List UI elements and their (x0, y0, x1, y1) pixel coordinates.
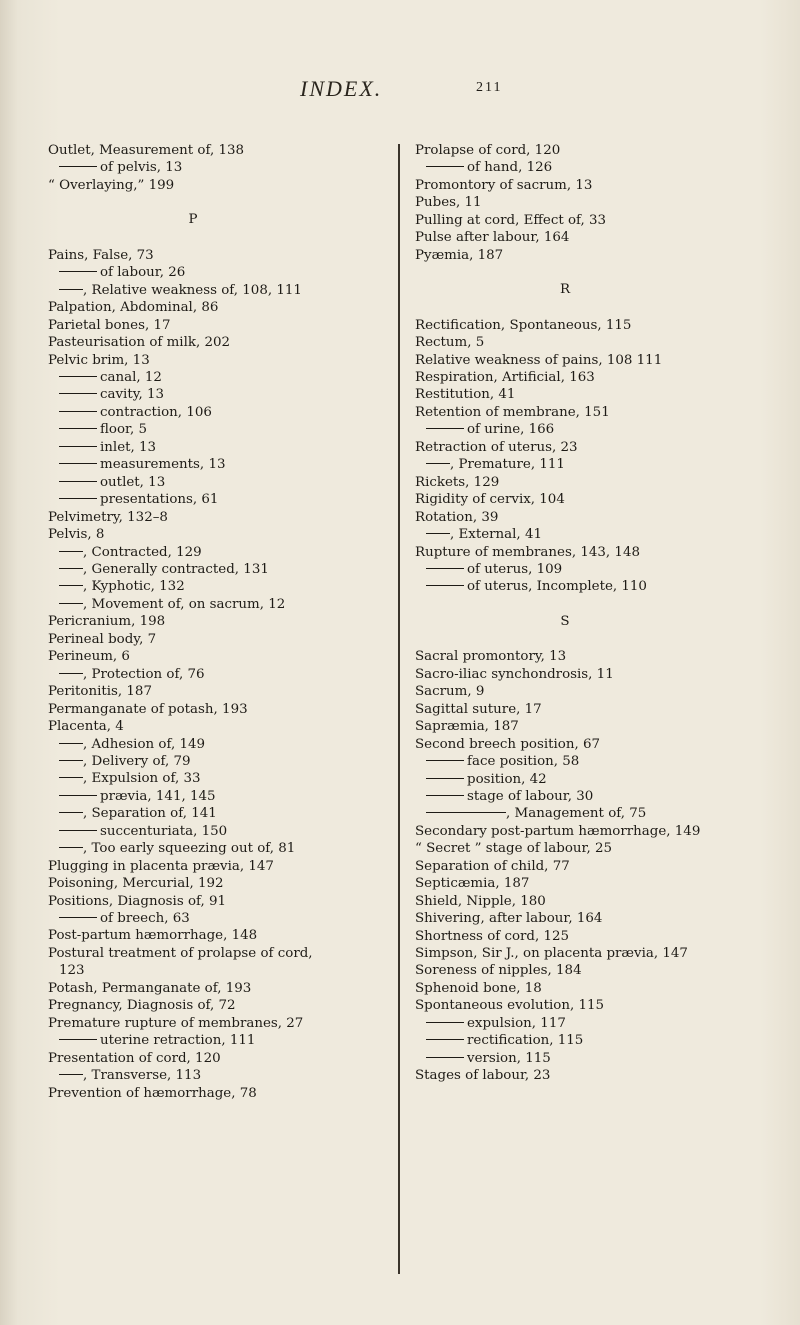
index-subentry (48, 456, 338, 473)
index-subentry (48, 264, 338, 281)
index-entry (48, 875, 338, 892)
index-entry (415, 718, 715, 735)
index-subentry (48, 578, 338, 595)
entry-text: , External, 41 (450, 527, 542, 543)
entry-text: Permanganate of potash, 193 (48, 701, 248, 717)
index-section-letter (415, 281, 715, 298)
ditto-dash (426, 778, 464, 779)
index-subentry (48, 596, 338, 613)
index-entry (48, 945, 338, 980)
ditto-dash (59, 446, 97, 447)
entry-text: Sacrum, 9 (415, 684, 485, 700)
index-entry (48, 247, 338, 264)
page-number: 211 (476, 80, 503, 95)
ditto-dash (426, 568, 464, 569)
entry-text: Prolapse of cord, 120 (415, 143, 561, 158)
ditto-dash (59, 568, 83, 569)
index-subentry (48, 736, 338, 753)
entry-text: Pericranium, 198 (48, 614, 166, 630)
index-entry (48, 334, 338, 351)
index-subentry (48, 840, 338, 857)
entry-text: of pelvis, 13 (100, 160, 183, 176)
entry-text: floor, 5 (100, 422, 148, 438)
ditto-dash (426, 585, 464, 586)
index-entry (48, 352, 338, 369)
entry-text: Pains, False, 73 (48, 247, 154, 263)
index-subentry (48, 282, 338, 299)
entry-text: uterine retraction, 111 (100, 1033, 256, 1049)
entry-text: Pyæmia, 187 (415, 247, 504, 263)
index-subentry (48, 561, 338, 578)
ditto-dash (59, 760, 83, 761)
index-entry (415, 352, 715, 369)
entry-text: Septicæmia, 187 (415, 876, 530, 892)
index-entry (48, 299, 338, 316)
entry-text: Simpson, Sir J., on placenta prævia, 147 (415, 946, 688, 962)
entry-text: , Transverse, 113 (83, 1068, 202, 1084)
ditto-dash (59, 1074, 83, 1075)
entry-text: Rectum, 5 (415, 335, 485, 351)
index-subentry (48, 666, 338, 683)
index-subentry (48, 439, 338, 456)
index-subentry (415, 578, 715, 595)
ditto-dash (59, 1039, 97, 1040)
index-entry (415, 491, 715, 508)
entry-text: Poisoning, Mercurial, 192 (48, 876, 224, 892)
ditto-dash (59, 743, 83, 744)
ditto-dash (59, 917, 97, 918)
index-entry (415, 439, 715, 456)
entry-text: of uterus, 109 (467, 561, 563, 577)
index-entry (48, 648, 338, 665)
entry-text: Pregnancy, Diagnosis of, 72 (48, 998, 236, 1014)
index-entry (415, 910, 715, 927)
entry-text: , Management of, 75 (506, 806, 647, 822)
entry-text: Outlet, Measurement of, 138 (48, 143, 245, 158)
entry-text: contraction, 106 (100, 404, 212, 420)
entry-text: Restitution, 41 (415, 387, 516, 403)
index-subentry (415, 159, 715, 176)
index-entry (415, 858, 715, 875)
index-entry (48, 631, 338, 648)
entry-text: Retention of membrane, 151 (415, 404, 610, 420)
index-column-right (415, 142, 715, 1085)
entry-text: , Movement of, on sacrum, 12 (83, 596, 286, 612)
ditto-dash (426, 812, 506, 813)
index-entry (415, 823, 715, 840)
ditto-dash (426, 795, 464, 796)
ditto-dash (59, 498, 97, 499)
entry-text: Perineal body, 7 (48, 631, 157, 647)
entry-text: Pubes, 11 (415, 195, 482, 211)
index-entry (48, 997, 338, 1014)
entry-text: inlet, 13 (100, 439, 157, 455)
index-entry (48, 317, 338, 334)
entry-text: Shortness of cord, 125 (415, 928, 570, 944)
ditto-dash (426, 533, 450, 534)
index-subentry (415, 788, 715, 805)
index-entry (415, 544, 715, 561)
entry-text: Positions, Diagnosis of, 91 (48, 893, 227, 909)
index-entry (415, 474, 715, 491)
ditto-dash (59, 289, 83, 290)
entry-text: Plugging in placenta prævia, 147 (48, 858, 274, 874)
ditto-dash (426, 166, 464, 167)
entry-text: Pulling at cord, Effect of, 33 (415, 212, 607, 228)
entry-text: , Expulsion of, 33 (83, 771, 201, 787)
entry-text: , Separation of, 141 (83, 806, 217, 822)
ditto-dash (59, 376, 97, 377)
entry-text: Second breech position, 67 (415, 736, 601, 752)
entry-text: face position, 58 (467, 754, 580, 770)
entry-text: Shield, Nipple, 180 (415, 893, 546, 909)
index-entry (415, 962, 715, 979)
index-section-letter (415, 613, 715, 630)
entry-text: , Generally contracted, 131 (83, 561, 269, 577)
index-entry (415, 980, 715, 997)
entry-text: Rickets, 129 (415, 474, 500, 490)
entry-text: Premature rupture of membranes, 27 (48, 1015, 304, 1031)
index-entry (48, 509, 338, 526)
ditto-dash (426, 760, 464, 761)
entry-text: outlet, 13 (100, 474, 166, 490)
index-entry (415, 840, 715, 857)
index-entry (415, 875, 715, 892)
entry-text: P (188, 212, 198, 228)
ditto-dash (59, 463, 97, 464)
ditto-dash (59, 847, 83, 848)
entry-text: Palpation, Abdominal, 86 (48, 300, 219, 316)
index-subentry (48, 823, 338, 840)
ditto-dash (59, 777, 83, 778)
entry-text: Sacro-iliac synchondrosis, 11 (415, 666, 614, 682)
ditto-dash (59, 812, 83, 813)
index-entry (415, 404, 715, 421)
entry-text: of uterus, Incomplete, 110 (467, 579, 647, 595)
entry-text: presentations, 61 (100, 492, 219, 508)
index-entry (415, 928, 715, 945)
index-entry (415, 648, 715, 665)
entry-text: , Contracted, 129 (83, 544, 202, 560)
entry-text: “ Secret ” stage of labour, 25 (415, 841, 613, 857)
entry-text: Rotation, 39 (415, 509, 499, 525)
entry-text: Separation of child, 77 (415, 858, 570, 874)
entry-text: Pelvimetry, 132–8 (48, 509, 168, 525)
entry-text: Postural treatment of prolapse of cord, 123 (48, 945, 313, 979)
index-entry (48, 613, 338, 630)
index-subentry (415, 1015, 715, 1032)
index-section-letter (48, 211, 338, 228)
index-entry (48, 1085, 338, 1102)
entry-text: Promontory of sacrum, 13 (415, 177, 593, 193)
entry-text: Rupture of membranes, 143, 148 (415, 544, 640, 560)
index-subentry (48, 474, 338, 491)
index-entry (415, 945, 715, 962)
entry-text: Sacral promontory, 13 (415, 649, 567, 665)
entry-text: Stages of labour, 23 (415, 1068, 551, 1084)
index-subentry (48, 491, 338, 508)
index-entry (48, 1050, 338, 1067)
index-entry (48, 718, 338, 735)
entry-text: Perineum, 6 (48, 649, 130, 665)
entry-text: canal, 12 (100, 369, 162, 385)
index-entry (415, 229, 715, 246)
entry-text: , Adhesion of, 149 (83, 736, 206, 752)
entry-text: Secondary post-partum hæmorrhage, 149 (415, 823, 701, 839)
entry-text: of breech, 63 (100, 911, 190, 927)
entry-text: Respiration, Artificial, 163 (415, 369, 595, 385)
index-subentry (48, 404, 338, 421)
index-subentry (48, 770, 338, 787)
index-subentry (415, 526, 715, 543)
index-entry (48, 526, 338, 543)
index-subentry (415, 805, 715, 822)
entry-text: , Too early squeezing out of, 81 (83, 841, 296, 857)
entry-text: Spontaneous evolution, 115 (415, 998, 605, 1014)
index-subentry (415, 1050, 715, 1067)
entry-text: Rectification, Spontaneous, 115 (415, 317, 632, 333)
ditto-dash (426, 1022, 464, 1023)
entry-text: Rigidity of cervix, 104 (415, 492, 565, 508)
entry-text: , Premature, 111 (450, 457, 565, 473)
entry-text: Pelvis, 8 (48, 527, 105, 543)
entry-text: Soreness of nipples, 184 (415, 963, 582, 979)
entry-text: of urine, 166 (467, 422, 555, 438)
ditto-dash (426, 1057, 464, 1058)
entry-text: S (560, 613, 570, 629)
index-entry (415, 1067, 715, 1084)
index-entry (48, 927, 338, 944)
ditto-dash (59, 830, 97, 831)
index-subentry (48, 421, 338, 438)
index-entry (415, 317, 715, 334)
entry-text: , Relative weakness of, 108, 111 (83, 282, 302, 298)
index-entry (415, 997, 715, 1014)
entry-text: , Protection of, 76 (83, 666, 205, 682)
index-entry (48, 701, 338, 718)
entry-text: Post-partum hæmorrhage, 148 (48, 928, 258, 944)
entry-text: of hand, 126 (467, 160, 553, 176)
index-subentry (415, 1032, 715, 1049)
ditto-dash (59, 271, 97, 272)
entry-text: cavity, 13 (100, 387, 165, 403)
ditto-dash (59, 603, 83, 604)
index-entry (48, 858, 338, 875)
index-entry (415, 893, 715, 910)
entry-text: Pasteurisation of milk, 202 (48, 335, 231, 351)
index-entry (415, 142, 715, 159)
index-entry (415, 369, 715, 386)
entry-text: Peritonitis, 187 (48, 684, 152, 700)
entry-text: position, 42 (467, 771, 547, 787)
index-subentry (48, 544, 338, 561)
page-header-title: INDEX. (300, 76, 383, 101)
index-subentry (415, 456, 715, 473)
entry-text: Parietal bones, 17 (48, 317, 171, 333)
index-entry (415, 177, 715, 194)
ditto-dash (59, 481, 97, 482)
index-entry (415, 334, 715, 351)
index-entry (48, 893, 338, 910)
index-column-left (48, 142, 338, 1102)
entry-text: of labour, 26 (100, 265, 186, 281)
ditto-dash (59, 393, 97, 394)
entry-text: Potash, Permanganate of, 193 (48, 980, 252, 996)
index-entry (415, 683, 715, 700)
index-subentry (48, 805, 338, 822)
entry-text: Relative weakness of pains, 108 111 (415, 352, 663, 368)
entry-text: Placenta, 4 (48, 719, 124, 735)
entry-text: Prevention of hæmorrhage, 78 (48, 1085, 257, 1101)
index-entry (415, 386, 715, 403)
entry-text: Shivering, after labour, 164 (415, 911, 603, 927)
entry-text: , Kyphotic, 132 (83, 579, 185, 595)
ditto-dash (59, 795, 97, 796)
index-entry (48, 142, 338, 159)
ditto-dash (426, 463, 450, 464)
index-entry (415, 701, 715, 718)
entry-text: rectification, 115 (467, 1033, 584, 1049)
index-entry (415, 509, 715, 526)
entry-text: , Delivery of, 79 (83, 753, 191, 769)
ditto-dash (59, 428, 97, 429)
index-subentry (48, 369, 338, 386)
index-subentry (48, 386, 338, 403)
index-entry (48, 177, 338, 194)
entry-text: Pulse after labour, 164 (415, 230, 570, 246)
entry-text: version, 115 (467, 1050, 551, 1066)
index-subentry (48, 753, 338, 770)
entry-text: “ Overlaying,” 199 (48, 177, 175, 193)
entry-text: measurements, 13 (100, 457, 226, 473)
ditto-dash (59, 673, 83, 674)
index-subentry (415, 753, 715, 770)
ditto-dash (59, 411, 97, 412)
index-subentry (415, 771, 715, 788)
index-subentry (415, 421, 715, 438)
index-subentry (48, 910, 338, 927)
index-subentry (48, 159, 338, 176)
entry-text: Sagittal suture, 17 (415, 701, 542, 717)
entry-text: prævia, 141, 145 (100, 788, 216, 804)
index-subentry (48, 788, 338, 805)
index-entry (48, 683, 338, 700)
ditto-dash (59, 585, 83, 586)
entry-text: Sapræmia, 187 (415, 719, 519, 735)
index-entry (48, 980, 338, 997)
index-entry (415, 666, 715, 683)
entry-text: Sphenoid bone, 18 (415, 980, 542, 996)
index-entry (415, 247, 715, 264)
index-subentry (415, 561, 715, 578)
entry-text: stage of labour, 30 (467, 788, 594, 804)
entry-text: Presentation of cord, 120 (48, 1050, 221, 1066)
index-subentry (48, 1067, 338, 1084)
ditto-dash (426, 428, 464, 429)
ditto-dash (426, 1039, 464, 1040)
entry-text: R (559, 282, 571, 298)
entry-text: succenturiata, 150 (100, 823, 228, 839)
index-entry (415, 736, 715, 753)
ditto-dash (59, 551, 83, 552)
index-entry (415, 194, 715, 211)
entry-text: Pelvic brim, 13 (48, 352, 150, 368)
column-divider (398, 144, 400, 1274)
index-subentry (48, 1032, 338, 1049)
index-entry (415, 212, 715, 229)
entry-text: Retraction of uterus, 23 (415, 439, 578, 455)
index-entry (48, 1015, 338, 1032)
ditto-dash (59, 166, 97, 167)
entry-text: expulsion, 117 (467, 1015, 566, 1031)
